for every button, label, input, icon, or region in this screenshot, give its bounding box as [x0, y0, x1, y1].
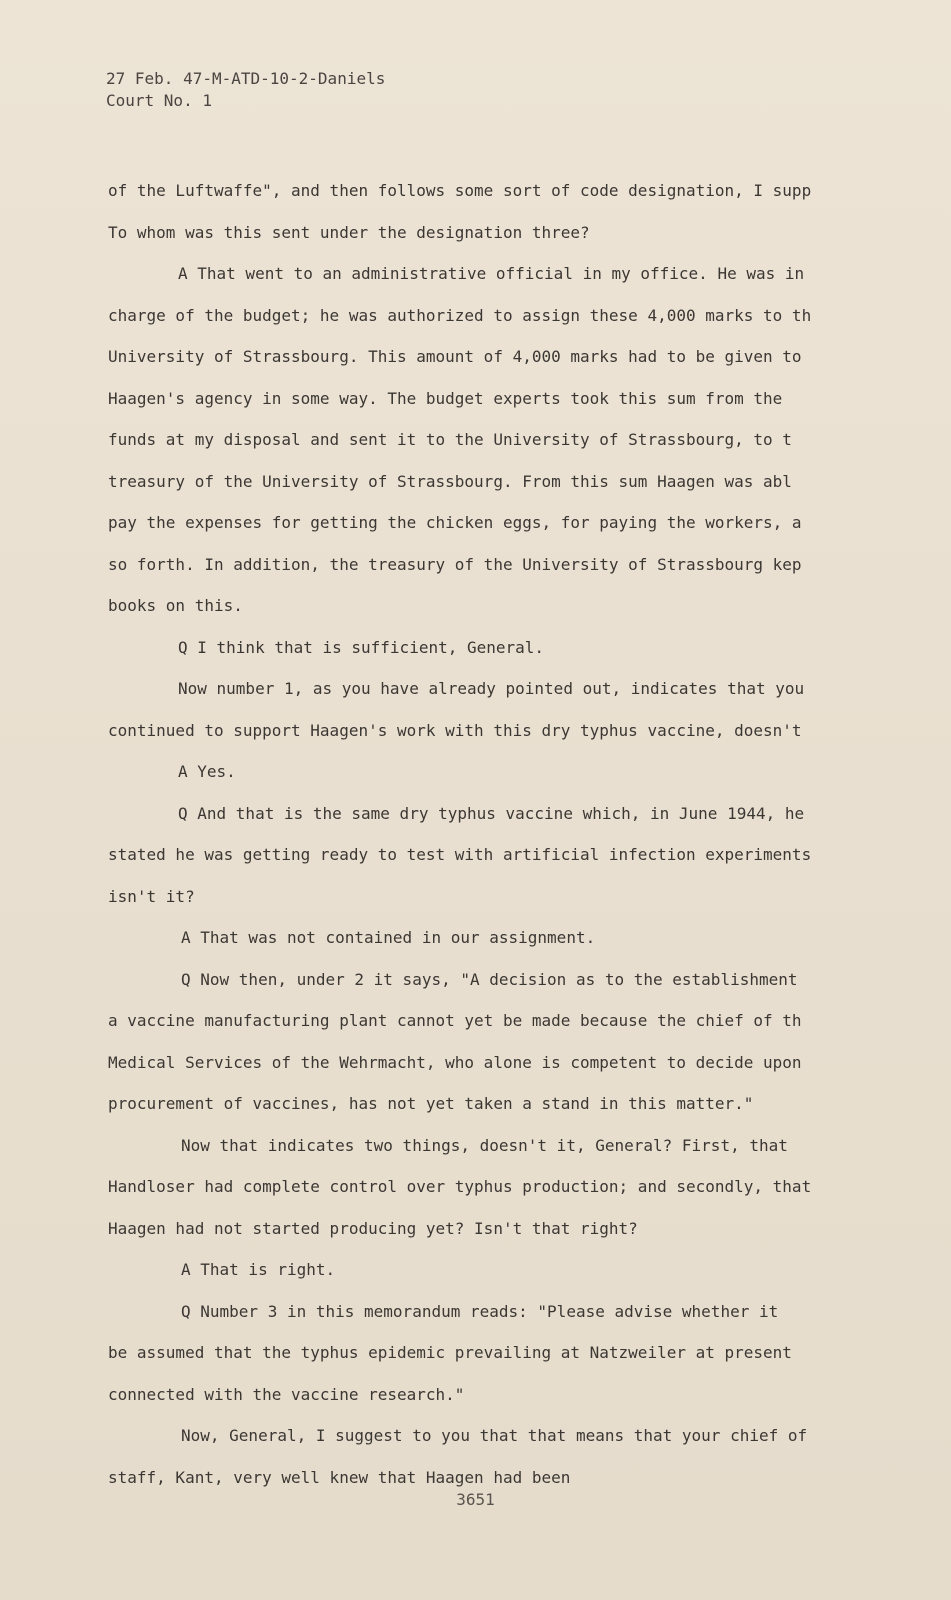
transcript-line: Q And that is the same dry typhus vaccine which, in June 1944, he [178, 803, 805, 823]
transcript-line: procurement of vaccines, has not yet taken a stand in this matter." [108, 1094, 754, 1113]
transcript-line: connected with the vaccine research." [108, 1384, 465, 1404]
transcript-line: A That is right. [181, 1260, 336, 1279]
transcript-line: Now that indicates two things, doesn't it, General? First, that [181, 1135, 788, 1155]
transcript-line: isn't it? [108, 886, 195, 906]
transcript-body [108, 170, 848, 1498]
transcript-line: pay the expenses for getting the chicken eggs, for paying the workers, a [108, 513, 802, 532]
transcript-line: treasury of the University of Strassbourg. From this sum Haagen was abl [108, 471, 792, 491]
transcript-line: stated he was getting ready to test with artificial infection experiments [108, 845, 812, 864]
transcript-line: continued to support Haagen's work with this dry typhus vaccine, doesn't [108, 720, 802, 740]
page-number: 3651 [456, 1490, 495, 1509]
transcript-line: A That was not contained in our assignment. [181, 928, 596, 947]
transcript-line: A Yes. [178, 762, 236, 781]
transcript-line: a vaccine manufacturing plant cannot yet be made because the chief of th [108, 1011, 802, 1030]
transcript-line: Q Number 3 in this memorandum reads: "Please advise whether it [181, 1301, 779, 1321]
header-session-line: 27 Feb. 47-M-ATD-10-2-Daniels [106, 69, 386, 88]
transcript-line: Now number 1, as you have already pointed out, indicates that you [178, 679, 805, 698]
transcript-line: staff, Kant, very well knew that Haagen had been [108, 1467, 571, 1487]
transcript-line: Now, General, I suggest to you that that means that your chief of [181, 1426, 808, 1445]
transcript-line: Haagen had not started producing yet? Isn't that right? [108, 1218, 638, 1238]
transcript-line: University of Strassbourg. This amount of 4,000 marks had to be given to [108, 347, 802, 366]
transcript-line: Medical Services of the Wehrmacht, who alone is competent to decide upon [108, 1052, 802, 1072]
transcript-line: Q Now then, under 2 it says, "A decision as to the establishment [181, 969, 798, 989]
transcript-line: of the Luftwaffe", and then follows some sort of code designation, I supp [108, 181, 812, 200]
transcript-line: funds at my disposal and sent it to the University of Strassbourg, to t [108, 430, 792, 449]
transcript-line: Q I think that is sufficient, General. [178, 637, 545, 657]
transcript-line: Haagen's agency in some way. The budget experts took this sum from the [108, 388, 783, 408]
transcript-line: To whom was this sent under the designation three? [108, 222, 590, 242]
transcript-line: Handloser had complete control over typhus production; and secondly, that [108, 1177, 812, 1196]
document-header [106, 68, 385, 112]
transcript-line: charge of the budget; he was authorized to assign these 4,000 marks to th [108, 305, 812, 325]
transcript-line: books on this. [108, 596, 243, 615]
header-court-line: Court No. 1 [106, 91, 212, 110]
transcript-line: so forth. In addition, the treasury of the University of Strassbourg kep [108, 554, 802, 574]
transcript-line: be assumed that the typhus epidemic prevailing at Natzweiler at present [108, 1343, 792, 1362]
transcript-line: A That went to an administrative official in my office. He was in [178, 264, 805, 283]
